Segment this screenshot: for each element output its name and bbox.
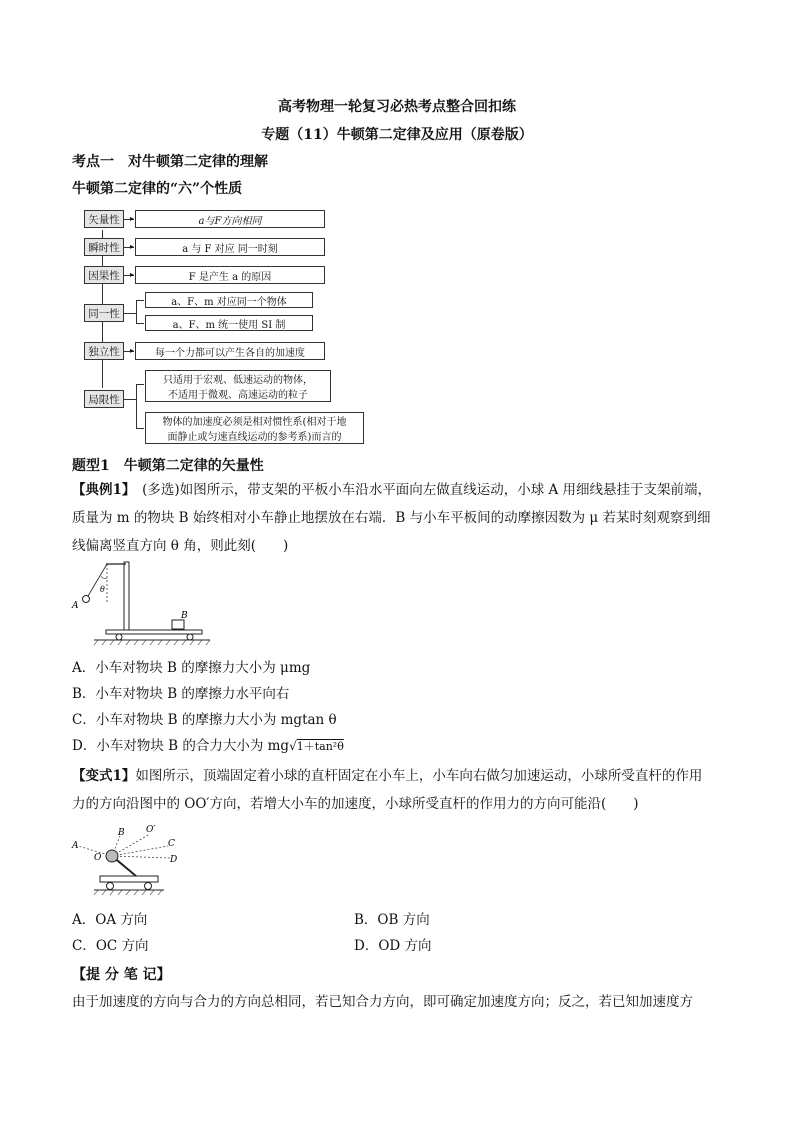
option-1D-text: D．小车对物块 B 的合力大小为 mg — [72, 738, 290, 754]
variant-1-line2: 力的方向沿图中的 OO′方向，若增大小车的加速度，小球所受直杆的作用力的方向可能沿( ) — [72, 796, 639, 812]
box-limit-2-line-a: 物体的加速度必须是相对惯性系(相对于地 — [162, 417, 347, 428]
title-line2: 专题（11）牛顿第二定律及应用（原卷版） — [261, 127, 533, 143]
variant-1-tag: 【变式1】 — [72, 768, 136, 784]
label-var-O: O — [94, 853, 102, 863]
option-1C: C．小车对物块 B 的摩擦力大小为 mgtan θ — [72, 712, 337, 728]
option-1A: A．小车对物块 B 的摩擦力大小为 μmg — [72, 660, 311, 676]
option-1D-radical: 1＋tan²θ — [296, 740, 344, 753]
label-cause: 因果性 — [84, 266, 124, 284]
properties-diagram: 矢量性 ▸ a与F方向相同 瞬时性 ▸ a 与 F 对应 同一时刻 因果性 ▸ F 是产生 a 的原因 同一性 a、F、m 对应同一个物体 a、F、m 统一使用 SI 制 独立性 ▸ 每一个力都可以产生各自的加速度 局限性 只适用于宏观、低速运动的物体， 不适用于微观、高速运动的粒子 物体的加速度必须是相对惯性系(相对于地 面静止或匀速直线运动的参考系)而言的 — [82, 206, 372, 448]
box-cause: F 是产生 a 的原因 — [135, 266, 325, 284]
label-vector: 矢量性 — [84, 210, 124, 228]
label-theta: θ — [100, 585, 105, 594]
example-1-tag: 【典例1】 — [72, 482, 129, 498]
note-heading: 【提 分 笔 记】 — [72, 967, 171, 983]
label-var-A: A — [72, 841, 79, 851]
label-independent: 独立性 — [84, 342, 124, 360]
title-line1: 高考物理一轮复习必热考点整合回扣练 — [278, 99, 516, 115]
option-2A: A．OA 方向 — [72, 912, 148, 928]
section-heading: 考点一 对牛顿第二定律的理解 — [72, 154, 268, 170]
box-vector: a与F方向相同 — [135, 210, 325, 228]
example-1-line2: 质量为 m 的物块 B 始终相对小车静止地摆放在右端．B 与小车平板间的动摩擦因数为 μ 若某时刻观察到细 — [72, 510, 711, 526]
variant-1-line1: 如图所示，顶端固定着小球的直杆固定在小车上，小车向右做匀加速运动，小球所受直杆的作用 — [135, 768, 703, 784]
box-limit-2-line-b: 面静止或匀速直线运动的参考系)而言的 — [167, 432, 342, 443]
box-independent: 每一个力都可以产生各自的加速度 — [135, 342, 325, 360]
box-same-1: a、F、m 对应同一个物体 — [145, 292, 313, 308]
box-limit-1-line-a: 只适用于宏观、低速运动的物体， — [163, 375, 313, 386]
label-limit: 局限性 — [84, 390, 124, 408]
option-2C: C．OC 方向 — [72, 938, 149, 954]
figure-cart-pendulum — [64, 558, 214, 650]
example-1-line1: (多选)如图所示，带支架的平板小车沿水平面向左做直线运动，小球 A 用细线悬挂于支架前端， — [128, 482, 712, 498]
box-limit-1 — [145, 370, 331, 402]
option-2B: B．OB 方向 — [354, 912, 430, 928]
label-B: B — [181, 611, 188, 621]
box-limit-2 — [145, 412, 364, 444]
option-1B: B．小车对物块 B 的摩擦力水平向右 — [72, 686, 290, 702]
type-heading: 题型1 牛顿第二定律的矢量性 — [72, 458, 264, 474]
example-1-line3: 线偏离竖直方向 θ 角，则此刻( ) — [72, 538, 289, 554]
label-A: A — [72, 601, 79, 611]
label-var-D: D — [170, 855, 178, 865]
box-instant: a 与 F 对应 同一时刻 — [135, 238, 325, 256]
subheading: 牛顿第二定律的“六”个性质 — [72, 181, 243, 197]
option-1D: D．小车对物块 B 的合力大小为 mg√1＋tan²θ — [72, 738, 344, 754]
variant-1-text — [72, 762, 732, 818]
figure-rod-ball — [66, 820, 196, 902]
option-2D: D．OD 方向 — [354, 938, 432, 954]
label-var-O-prime: O′ — [146, 825, 156, 835]
label-var-C: C — [168, 839, 175, 849]
box-limit-1-line-b: 不适用于微观、高速运动的粒子 — [168, 390, 308, 401]
label-var-B: B — [118, 828, 125, 838]
box-same-2: a、F、m 统一使用 SI 制 — [145, 315, 313, 331]
label-same: 同一性 — [84, 304, 124, 322]
example-1-text — [72, 476, 732, 560]
note-text: 由于加速度的方向与合力的方向总相同，若已知合力方向，即可确定加速度方向；反之，若已知加速度方 — [72, 994, 693, 1010]
label-instant: 瞬时性 — [84, 238, 124, 256]
